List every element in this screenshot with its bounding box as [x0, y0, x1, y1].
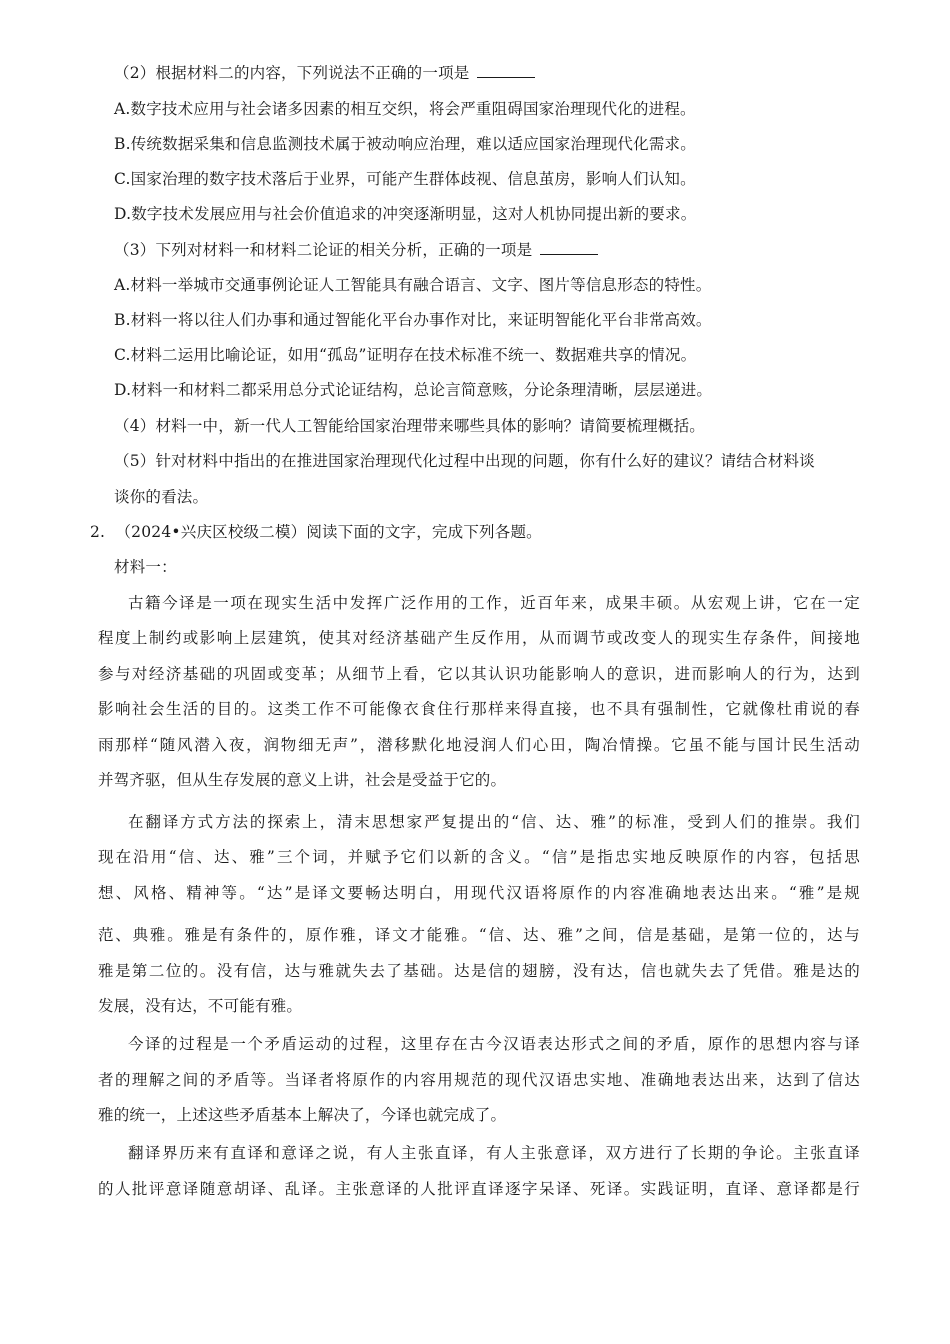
question-2-stem: [114, 63, 535, 83]
question-2-text: （2）根据材料二的内容，下列说法不正确的一项是: [114, 64, 470, 82]
paragraph-1-line-3: 参与对经济基础的巩固或变革；从细节上看，它以其认识功能影响人的意识，进而影响人的行为，达到: [98, 665, 860, 683]
question-5-stem-line2: 谈你的看法。: [114, 488, 209, 506]
question-3-option-b: B.材料一将以往人们办事和通过智能化平台办事作对比，来证明智能化平台非常高效。: [114, 311, 712, 329]
question-2-option-a: A.数字技术应用与社会诸多因素的相互交织，将会严重阻碍国家治理现代化的进程。: [114, 100, 696, 118]
question-3-option-a: A.材料一举城市交通事例论证人工智能具有融合语言、文字、图片等信息形态的特性。: [114, 276, 712, 294]
paragraph-1-line-2: 程度上制约或影响上层建筑，使其对经济基础产生反作用，从而调节或改变人的现实生存条件，间接地: [98, 629, 860, 647]
answer-blank: [477, 63, 535, 78]
paragraph-2-line-4: 范、典雅。雅是有条件的，原作雅，译文才能雅。“信、达、雅”之间，信是基础，是第一位的，达与: [98, 926, 860, 944]
paragraph-1-line-4: 影响社会生活的目的。这类工作不可能像衣食住行那样来得直接，也不具有强制性，它就像杜甫说的春: [98, 700, 860, 718]
question-number: 2.: [90, 523, 106, 541]
paragraph-3-line-1: 今译的过程是一个矛盾运动的过程，这里存在古今汉语表达形式之间的矛盾，原作的思想内容与译: [128, 1035, 860, 1053]
material-label: 材料一：: [114, 558, 177, 576]
question-2-option-b: B.传统数据采集和信息监测技术属于被动响应治理，难以适应国家治理现代化需求。: [114, 135, 696, 153]
paragraph-3-line-3: 雅的统一，上述这些矛盾基本上解决了，今译也就完成了。: [98, 1106, 507, 1124]
question-5-stem-line1: （5）针对材料中指出的在推进国家治理现代化过程中出现的问题，你有什么好的建议？请结合材料谈: [114, 452, 815, 470]
answer-blank: [540, 240, 598, 255]
question-header-text: （2024•兴庆区校级二模）阅读下面的文字，完成下列各题。: [115, 523, 542, 541]
paragraph-1-line-1: 古籍今译是一项在现实生活中发挥广泛作用的工作，近百年来，成果丰硕。从宏观上讲，它在一定: [128, 594, 860, 612]
paragraph-4-line-2: 的人批评意译随意胡译、乱译。主张意译的人批评直译逐字呆译、死译。实践证明，直译、意译都是行: [98, 1180, 860, 1198]
question-3-option-d: D.材料一和材料二都采用总分式论证结构，总论言简意赅，分论条理清晰，层层递进。: [114, 381, 713, 399]
question-2-option-c: C.国家治理的数字技术落后于业界，可能产生群体歧视、信息茧房，影响人们认知。: [114, 170, 696, 188]
question-2-option-d: D.数字技术发展应用与社会价值追求的冲突逐渐明显，这对人机协同提出新的要求。: [114, 205, 697, 223]
paragraph-1-line-5: 雨那样“随风潜入夜，润物细无声”，潜移默化地浸润人们心田，陶冶情操。它虽不能与国计民生活动: [98, 736, 860, 754]
paragraph-3-line-2: 者的理解之间的矛盾等。当译者将原作的内容用规范的现代汉语忠实地、准确地表达出来，达到了信达: [98, 1071, 860, 1089]
paragraph-2-line-1: 在翻译方式方法的探索上，清末思想家严复提出的“信、达、雅”的标准，受到人们的推崇。我们: [128, 813, 860, 831]
paragraph-2-line-5: 雅是第二位的。没有信，达与雅就失去了基础。达是信的翅膀，没有达，信也就失去了凭借。雅是达的: [98, 962, 860, 980]
question-3-stem: [114, 240, 598, 260]
paragraph-2-line-2: 现在沿用“信、达、雅”三个词，并赋予它们以新的含义。“信”是指忠实地反映原作的内容，包括思: [98, 848, 860, 866]
question-2-header: [90, 522, 542, 542]
paragraph-1-line-6: 并驾齐驱，但从生存发展的意义上讲，社会是受益于它的。: [98, 771, 507, 789]
question-4-stem: （4）材料一中，新一代人工智能给国家治理带来哪些具体的影响？请简要梳理概括。: [114, 417, 705, 435]
paragraph-4-line-1: 翻译界历来有直译和意译之说，有人主张直译，有人主张意译，双方进行了长期的争论。主张直译: [128, 1144, 860, 1162]
paragraph-2-line-3: 想、风格、精神等。“达”是译文要畅达明白，用现代汉语将原作的内容准确地表达出来。“雅”是规: [98, 884, 860, 902]
paragraph-2-line-6: 发展，没有达，不可能有雅。: [98, 997, 303, 1015]
question-3-option-c: C.材料二运用比喻论证，如用“孤岛”证明存在技术标准不统一、数据难共享的情况。: [114, 346, 697, 364]
question-3-text: （3）下列对材料一和材料二论证的相关分析，正确的一项是: [114, 241, 533, 259]
